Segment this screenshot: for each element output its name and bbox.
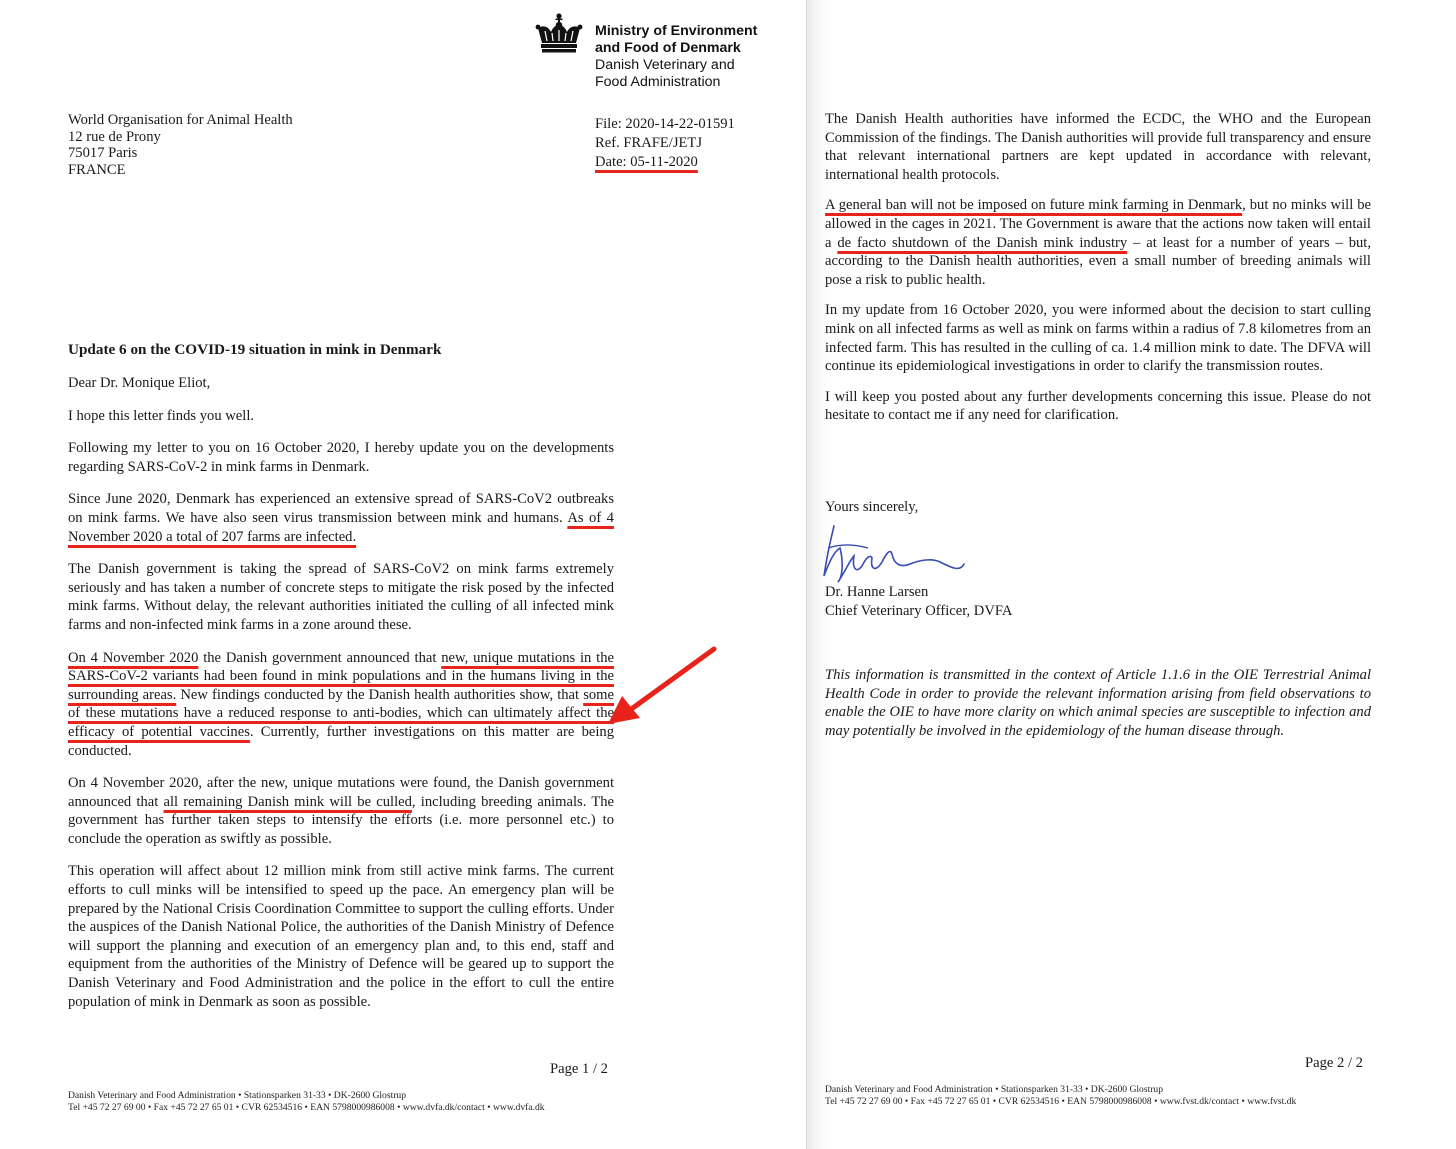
letter-subject: Update 6 on the COVID-19 situation in mink in Denmark: [68, 341, 442, 358]
paragraph-culled: [68, 774, 614, 848]
file-references: [595, 115, 735, 172]
text-run: the Danish government announced that: [198, 649, 442, 666]
signer-title: Chief Veterinary Officer, DVFA: [825, 602, 1013, 619]
highlight-mutations: new, unique mutations in the SARS-CoV-2 variants had been found in mink populations and in the humans living in the surrounding areas.: [68, 649, 614, 703]
paragraph-government: The Danish government is taking the spread of SARS-CoV2 on mink farms extremely seriously and has taken a number of concrete steps to mitigate the risk posed by the infected mink farms. Without delay, the relevant authorities initiated the culling of all infected mink farms and non-infected mink farms in a zone around these.: [68, 561, 614, 633]
text-run: – at least for a number of years – but, according to the Danish health authorities, even a small number of breeding animals will pose a risk to public health.: [825, 234, 1371, 288]
recipient-line-1: World Organisation for Animal Health: [68, 112, 293, 128]
recipient-line-4: FRANCE: [68, 161, 126, 178]
closing: Yours sincerely,: [825, 499, 919, 515]
text-run: , including breeding animals. The government has further taken steps to intensify the efforts (i.e. more personnel etc.) to conclude the operation as swiftly as possible.: [68, 793, 615, 847]
paragraph-hope: I hope this letter finds you well.: [68, 407, 255, 424]
highlight-farms-infected: As of 4 November 2020 a total of 207 farms are infected.: [68, 509, 614, 545]
paragraph-posted: I will keep you posted about any further developments concerning this issue. Please do not hesitate to contact me if any need for clarification.: [825, 388, 1371, 424]
signature-icon: [820, 518, 970, 588]
oie-note-text: This information is transmitted in the context of Article 1.1.6 in the OIE Terrestrial Animal Health Code in order to provide the relevant information arising from field observations to enable the OIE to have more clarity on which animal species are susceptible to infection and may potentially be involved in the epidemiology of the human disease through.: [825, 667, 1371, 739]
paragraph-ban: [825, 196, 1371, 289]
signer-name: Dr. Hanne Larsen: [825, 584, 929, 600]
ministry-line-1: Ministry of Environment: [595, 23, 758, 39]
recipient-line-3: 75017 Paris: [68, 145, 138, 161]
text-run: . Currently, further investigations on this matter are being conducted.: [68, 723, 615, 759]
ministry-line-2: and Food of Denmark: [595, 40, 741, 56]
recipient-address: [68, 112, 293, 178]
paragraph-update: In my update from 16 October 2020, you were informed about the decision to start culling mink on all infected farms as well as mink on farms within a radius of 7.8 kilometres from an infected farm. This has resulted in the culling of ca. 1.4 million mink to date. The DFVA will continue its epidemiological investigations in order to clarify the transmission routes.: [825, 302, 1371, 375]
closing-block: [825, 498, 1371, 517]
greeting: Dear Dr. Monique Eliot,: [68, 375, 211, 391]
date-highlight: Date: 05-11-2020: [595, 154, 698, 170]
text-run: On 4 November 2020, after the new, unique mutations were found, the Danish government announced that: [68, 775, 614, 810]
footer-address: Danish Veterinary and Food Administration • Stationsparken 31-33 • DK-2600 Glostrup: [825, 1084, 1164, 1095]
footer-contact: Tel +45 72 27 69 00 • Fax +45 72 27 65 01 • CVR 62534516 • EAN 5798000986008 • www.fvst.dk/contact • www.fvst.dk: [825, 1096, 1297, 1108]
paragraph-informed: The Danish Health authorities have informed the ECDC, the WHO and the European Commission of the findings. The Danish authorities will provide full transparency and ensure that relevant international partners are kept updated in accordance with relevant, international health protocols.: [825, 111, 1371, 183]
page-number-2: Page 2 / 2: [1305, 1055, 1363, 1071]
paragraph-nov4: [68, 649, 614, 761]
text-run: New findings conducted by the Danish health authorities show, that: [176, 686, 584, 703]
file-number: File: 2020-14-22-01591: [595, 116, 735, 132]
reference: Ref. FRAFE/JETJ: [595, 135, 703, 151]
paragraph-since: [68, 490, 614, 546]
footer-address: Danish Veterinary and Food Administration • Stationsparken 31-33 • DK-2600 Glostrup: [68, 1090, 407, 1101]
paragraph-operation: This operation will affect about 12 million mink from still active mink farms. The current efforts to cull minks will be intensified to speed up the pace. An emergency plan will be prepared by the National Crisis Coordination Committee to support the culling efforts. Under the auspices of the Danish National Police, the authorities of the Danish Ministry of Defence will support the planning and execution of an emergency plan and, to this end, staff and equipment from the authorities of the Ministry of Defence will be geared up to support the Danish Veterinary and Food Administration and the police in the effort to cull the entire population of mink in Denmark as soon as possible.: [68, 863, 614, 1010]
highlight-date: On 4 November 2020: [68, 649, 199, 666]
paragraph-following: Following my letter to you on 16 October 2020, I hereby update you on the developments regarding SARS-CoV-2 in mink farms in Denmark.: [68, 440, 614, 475]
signer-block: [825, 583, 1371, 620]
footer-contact: Tel +45 72 27 69 00 • Fax +45 72 27 65 01 • CVR 62534516 • EAN 5798000986008 • www.dvfa.dk/contact • www.dvfa.dk: [68, 1102, 545, 1114]
arrow-icon: [600, 642, 726, 728]
royal-crown-icon: [534, 12, 584, 54]
letter-date: [595, 153, 735, 172]
oie-note: [825, 666, 1371, 752]
text-run: Since June 2020, Denmark has experienced an extensive spread of SARS-CoV2 outbreaks on mink farms. We have also seen virus transmission between mink and humans.: [68, 491, 614, 526]
recipient-line-2: 12 rue de Prony: [68, 128, 161, 145]
agency-line-2: Food Administration: [595, 74, 721, 90]
highlight-antibodies: some of these mutations have a reduced response to anti-bodies, which can ultimately affect the efficacy of potential vaccines: [68, 686, 614, 740]
highlight-all-culled: all remaining Danish mink will be culled: [163, 793, 412, 810]
highlight-no-ban: A general ban will not be imposed on future mink farming in Denmark: [825, 197, 1243, 214]
text-run: , but no minks will be allowed in the cages in 2021. The Government is aware that the actions now taken will entail a: [825, 197, 1371, 251]
page-2-body: [825, 110, 1371, 437]
footer-page-1: [68, 1090, 545, 1115]
ministry-header: [595, 23, 757, 91]
highlight-shutdown: de facto shutdown of the Danish mink industry: [837, 234, 1128, 251]
page-number-1: Page 1 / 2: [550, 1061, 608, 1077]
agency-line-1: Danish Veterinary and: [595, 57, 735, 73]
footer-page-2: [825, 1084, 1296, 1109]
page-1-body: [68, 374, 614, 1025]
